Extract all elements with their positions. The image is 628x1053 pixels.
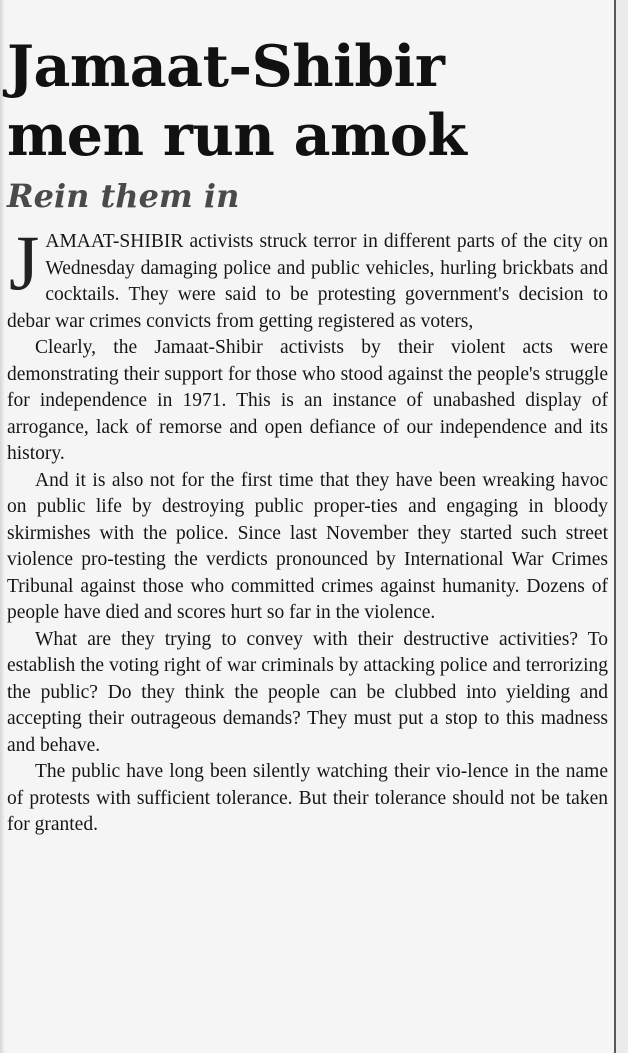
subheadline: Rein them in — [7, 177, 240, 215]
article-body — [7, 219, 608, 839]
headline — [7, 32, 608, 170]
paragraph-2: Clearly, the Jamaat-Shibir activists by their violent acts were demonstrating their support for those who stood against the people's struggle for independence in 1971. This is an instance of unabashed display of arrogance, lack of remorse and open defiance of our independence and its history. — [7, 337, 608, 464]
page-left-edge — [0, 0, 5, 1053]
headline-line-1: Jamaat-Shibir — [7, 33, 445, 100]
headline-line-2: men run amok — [7, 102, 467, 169]
editorial-article — [7, 32, 608, 839]
paragraph-4: What are they trying to convey with their destructive activities? To establish the voting right of war criminals by attacking police and terrorizing the public? Do they think the people can be clubbed into yielding and accepting their outrageous demands? They must put a stop to this madness and behave. — [7, 628, 608, 756]
paragraph-5: The public have long been silently watching their vio-lence in the name of protests with sufficient tolerance. But their tolerance should not be taken for granted. — [7, 761, 608, 835]
paragraph-1 — [7, 219, 608, 335]
paragraph-3: And it is also not for the first time that they have been wreaking havoc on public life by destroying public proper-ties and engaging in bloody skirmishes with the police. Since last November they started such street violence pro-testing the verdicts pronounced by International War Crimes Tribunal against those who committed crimes against humanity. Dozens of people have died and scores hurt so far in the violence. — [7, 469, 608, 623]
adjacent-column-strip — [616, 0, 628, 1053]
drop-cap: J — [9, 219, 40, 306]
paragraph-1-text: AMAAT-SHIBIR activists struck terror in different parts of the city on Wednesday damaging police and public vehicles, hurling brickbats and cocktails. They were said to be protesting government's decision to debar war crimes convicts from getting registered as voters, — [7, 231, 608, 332]
